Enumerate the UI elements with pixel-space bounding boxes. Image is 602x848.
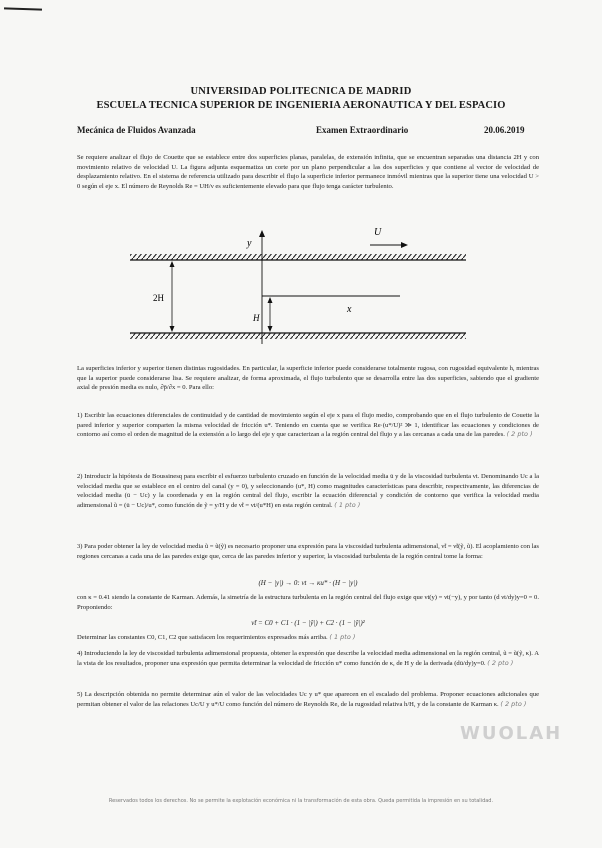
question-3-points: ( 1 pto ) (329, 633, 356, 641)
question-2 (77, 472, 539, 510)
question-4-points: ( 2 pto ) (487, 658, 514, 667)
course-name: Mecánica de Fluidos Avanzada (77, 125, 196, 135)
question-5-text: 5) La descripción obtenida no permite determinar aún el valor de las velocidades Uc y u* que aparecen en el escalado del problema. Proponer ecuaciones adicionales que permitan obtener el valor de las relaciones Uc/U y u*/U como función del número de Reynolds Re, de la rugosidad relativa h/H, y de la constante de Karman κ. (77, 691, 539, 708)
question-3: 3) Para poder obtener la ley de velocidad media ũ = ũ(ỹ) es necesario proponer una expresión para la viscosidad turbulenta adimensional, ν̃t = ν̃t(ỹ, ũ). El acoplamiento con las regiones cercanas a cada una de las paredes exige que, cerca de las paredes inferior y superior, la viscosidad turbulenta de la región central tome la forma: (77, 543, 539, 560)
wuolah-watermark: WUOLAH (460, 723, 563, 744)
question-3-symmetry: con κ = 0.41 siendo la constante de Karman. Además, la simetría de la estructura turbulenta en la región central del flujo exige que νt(y) = νt(−y), y por tanto (d νt/dy)y=0 = 0. Proponiendo: (77, 594, 539, 611)
h-dimension (268, 297, 273, 332)
rights-footer: Reservados todos los derechos. No se permite la explotación económica ni la transformación de esta obra. Queda permitida la impresión en su totalidad. (108, 798, 494, 804)
school-title: ESCUELA TECNICA SUPERIOR DE INGENIERIA AERONAUTICA Y DEL ESPACIO (96, 100, 506, 111)
2h-dimension (170, 261, 175, 332)
question-2-text: 2) Introducir la hipótesis de Boussinesq para escribir el esfuerzo turbulento cruzado en función de la velocidad media ū y de la viscosidad turbulenta νt. Denominando Uc a la velocidad media que se establece en el centro del canal (y = 0), y seleccionando (u*, H) como magnitudes características para describir, respectivamente, las diferencias de velocidad media (ū − Uc) y la coordenada y en la región central del flujo, escribir la ecuación diferencial y condición de contorno que verifica la velocidad media adimensional ũ = (ū − Uc)/u*, como función de ỹ = y/H y de ν̃t = νt/(u*H) en esta región central. (77, 473, 539, 509)
question-1 (77, 411, 539, 440)
label-u: U (374, 227, 382, 238)
question-3-task-text: Determinar las constantes C0, C1, C2 que satisfacen los requerimientos expresados más arriba. (77, 634, 328, 641)
question-3-task (77, 633, 539, 643)
scan-mark (4, 7, 42, 10)
question-4 (77, 649, 539, 668)
question-1-text: 1) Escribir las ecuaciones diferenciales de continuidad y de cantidad de movimiento según el eje x para el flujo medio, comprobando que en el flujo turbulento de Couette la pared inferior y superior comparten la misma velocidad de fricción u*. Teniendo en cuenta que se verifica Re·(u*/U)² ≫ 1, identificar las ecuaciones y condiciones de contorno así como el orden de magnitud de la extensión a lo largo del eje y que caracterizan a la región central del flujo y a las cercanas a cada una de las paredes. (77, 412, 539, 438)
intro-paragraph: Se requiere analizar el flujo de Couette que se establece entre dos superficies planas, paralelas, de extensión infinita, que se encuentran separadas una distancia 2H y con movimiento relativo de velocidad U. La figura adjunta esquematiza un corte por un plano perpendicular a las dos superficies y que contiene al vector de velocidad de desplazamiento relativo. En el sistema de referencia utilizado para describir el flujo la superficie inferior permanece inmóvil mientras que la superior tiene una velocidad U > 0 según el eje x. El número de Reynolds Re = UH/ν es suficientemente elevado para que flujo tenga carácter turbulento. (77, 154, 539, 190)
question-2-points: ( 1 pto ) (334, 500, 361, 509)
label-x: x (347, 304, 352, 315)
exam-type: Examen Extraordinario (316, 125, 409, 135)
label-y: y (247, 238, 252, 249)
velocity-arrow-icon (370, 242, 408, 248)
question-1-points: ( 2 pto ) (506, 430, 533, 438)
y-axis (259, 230, 265, 344)
upper-plate (130, 254, 466, 260)
question-5-points: ( 2 pto ) (500, 699, 527, 708)
university-title: UNIVERSIDAD POLITECNICA DE MADRID (190, 86, 412, 97)
equation-viscosity-limit: (H − |y|) → 0: νt → κu* · (H − |y|) (258, 579, 358, 587)
couette-diagram (128, 222, 468, 347)
label-h: H (253, 313, 260, 323)
label-2h: 2H (153, 293, 164, 303)
question-4-text: 4) Introduciendo la ley de viscosidad turbulenta adimensional propuesta, obtener la expresión que describe la velocidad media adimensional en la región central, ũ = ũ(ỹ, κ). A la vista de los resultados, proponer una expresión que permita determinar la velocidad de fricción u* como función de κ, de H y de la derivada (dū/dy)y=0. (77, 650, 539, 667)
question-5 (77, 690, 539, 709)
equation-viscosity-proposal: ν̃t = C0 + C1 · (1 − |ỹ|) + C2 · (1 − |ỹ|)² (251, 619, 365, 627)
roughness-paragraph: La superficies inferior y superior tienen distintas rugosidades. En particular, la superficie inferior puede considerarse totalmente rugosa, con rugosidad equivalente h, mientras que la superior puede considerarse lisa. Se requiere analizar, de forma aproximada, el flujo turbulento que se desarrolla entre las dos superficies, sabiendo que el gradiente axial de presión media es nulo, ∂p̄/∂x = 0. Para ello: (77, 365, 539, 391)
lower-plate (130, 333, 466, 339)
exam-date: 20.06.2019 (484, 125, 525, 135)
